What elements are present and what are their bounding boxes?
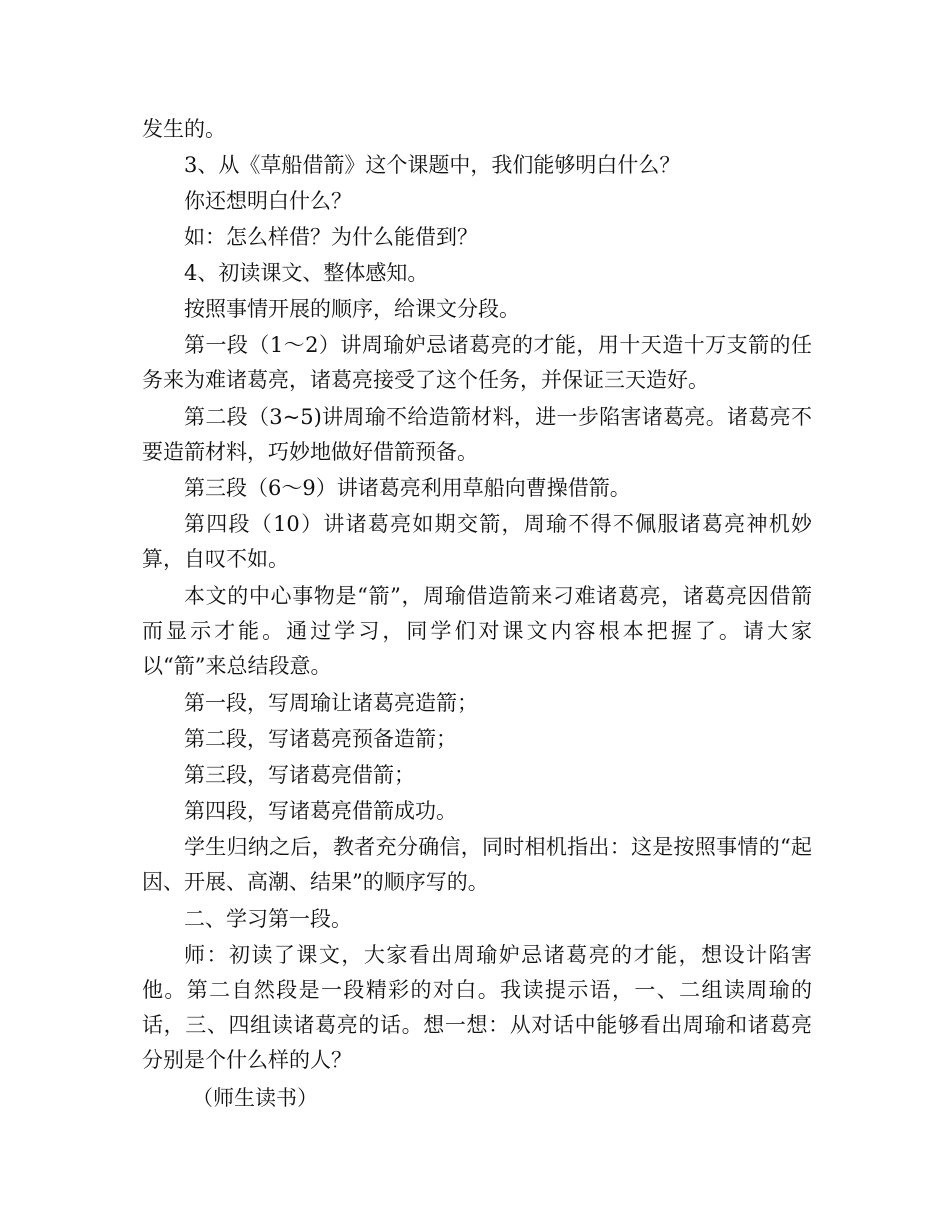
paragraph-summary-3: 第三段，写诸葛亮借箭；	[184, 763, 415, 787]
paragraph-example: 如：怎么样借？为什么能借到？	[184, 225, 478, 249]
paragraph-summary-4: 第四段，写诸葛亮借箭成功。	[184, 799, 457, 823]
paragraph-summary-2: 第二段，写诸葛亮预备造箭；	[184, 727, 457, 751]
paragraph-segment-2: 第二段（3~5)讲周瑜不给造箭材料，进一步陷害诸葛亮。诸葛亮不要造箭材料，巧妙地做好借箭预备。	[142, 405, 812, 464]
paragraph-segment-3: 第三段（6～9）讲诸葛亮利用草船向曹操借箭。	[184, 476, 631, 500]
paragraph-central-object: 本文的中心事物是“箭”，周瑜借造箭来刁难诸葛亮，诸葛亮因借箭而显示才能。通过学习，同学们对课文内容根本把握了。请大家以“箭”来总结段意。	[142, 584, 812, 678]
paragraph-segment-1: 第一段（1～2）讲周瑜妒忌诸葛亮的才能，用十天造十万支箭的任务来为难诸葛亮，诸葛亮接受了这个任务，并保证三天造好。	[142, 333, 812, 392]
paragraph-question-more: 你还想明白什么？	[184, 189, 352, 213]
paragraph-teacher-dialogue: 师：初读了课文，大家看出周瑜妒忌诸葛亮的才能，想设计陷害他。第二自然段是一段精彩的对白。我读提示语，一、二组读周瑜的话，三、四组读诸葛亮的话。想一想：从对话中能够看出周瑜和诸葛亮分别是个什么样的人？	[142, 943, 812, 1072]
paragraph-question-3: 3、从《草船借箭》这个课题中，我们能够明白什么？	[184, 153, 681, 177]
paragraph-summary-1: 第一段，写周瑜让诸葛亮造箭；	[184, 691, 478, 715]
paragraph-step-4: 4、初读课文、整体感知。	[184, 261, 429, 285]
paragraph-reading-note: （师生读书）	[192, 1086, 318, 1110]
paragraph-continuation: 发生的。	[142, 117, 226, 141]
paragraph-segment-instruction: 按照事情开展的顺序，给课文分段。	[184, 297, 520, 321]
section-heading-learn-first-segment: 二、学习第一段。	[184, 907, 352, 931]
paragraph-segment-4: 第四段（10）讲诸葛亮如期交箭，周瑜不得不佩服诸葛亮神机妙算，自叹不如。	[142, 512, 812, 571]
paragraph-student-conclusion: 学生归纳之后，教者充分确信，同时相机指出：这是按照事情的“起因、开展、高潮、结果”的顺序写的。	[142, 835, 812, 894]
